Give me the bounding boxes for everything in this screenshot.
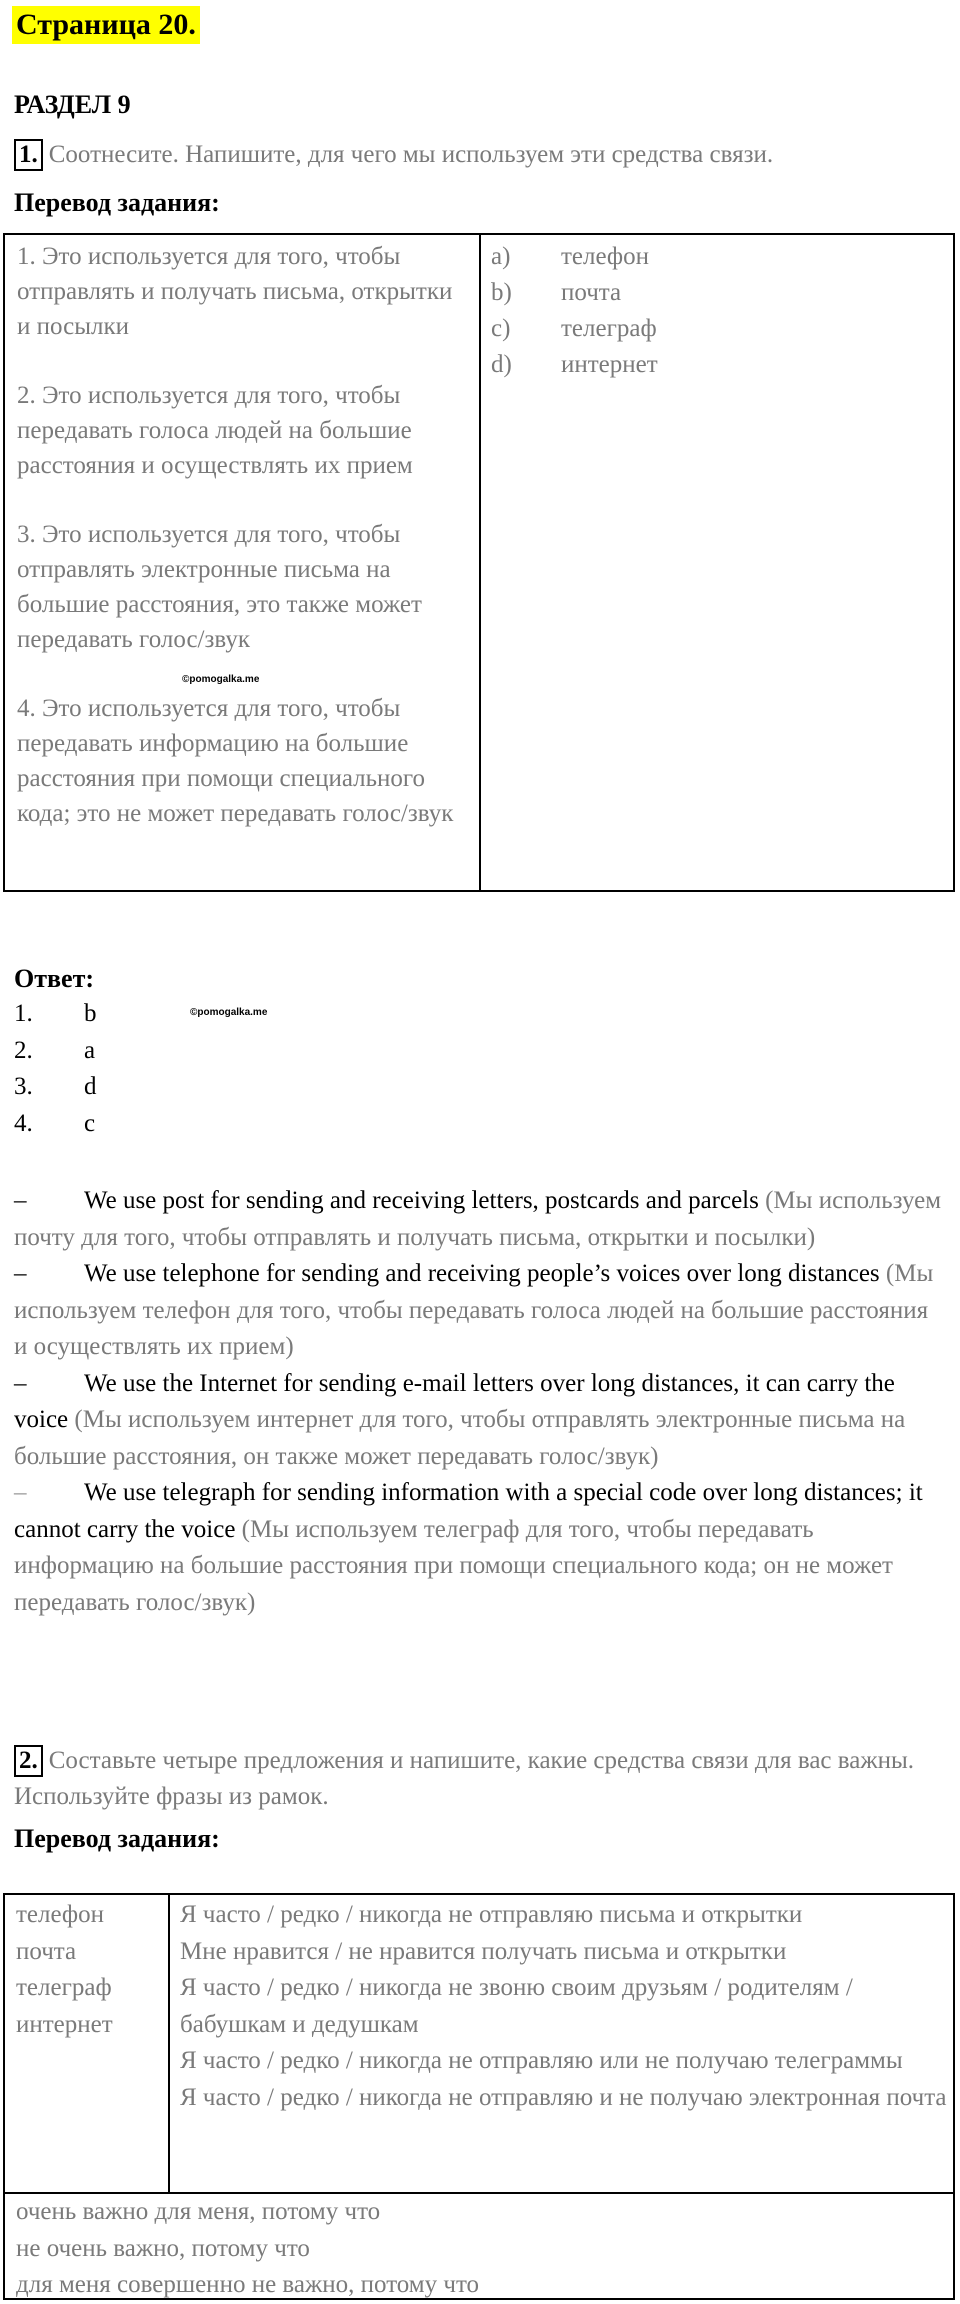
- answer-item: [14, 1069, 97, 1106]
- answer-list: [14, 996, 97, 1142]
- answer-value: a: [84, 1036, 96, 1064]
- importance-phrases: [16, 2194, 946, 2304]
- sentence-english: We use the Internet for sending e-mail letters over long distances, it can carry the voice: [14, 1369, 895, 1433]
- description-item: 2. Это используется для того, чтобы передавать голоса людей на большие расстояния и осуществлять их прием: [17, 382, 413, 479]
- task-2-number: 2.: [14, 1745, 43, 1777]
- phrases-table: [3, 1893, 955, 2300]
- sentence-dash: –: [14, 1260, 27, 1287]
- answer-value: c: [84, 1109, 96, 1137]
- option-letter: a): [491, 243, 511, 270]
- sentence-russian: (Мы используем телефон для того, чтобы передавать голоса людей на большие расстояния и осуществлять их прием): [14, 1260, 934, 1360]
- communication-word: интернет: [16, 2010, 113, 2038]
- answer-value: b: [84, 1000, 97, 1027]
- phrase-list: [180, 1897, 950, 2116]
- option-letter: b): [491, 279, 512, 306]
- answer-number: 1.: [14, 1000, 33, 1027]
- sentence-english: We use telephone for sending and receiving people’s voices over long distances: [84, 1260, 880, 1287]
- answer-number: 4.: [14, 1109, 33, 1137]
- sentence-english: We use telegraph for sending information with a special code over long distances; it cannot carry the voice: [14, 1479, 923, 1543]
- sentence-dash: –: [14, 1369, 27, 1397]
- communication-word: почта: [16, 1937, 77, 1965]
- sentence-russian: (Мы используем интернет для того, чтобы отправлять электронные письма на большие расстояния, он также может передавать голос/звук): [14, 1406, 906, 1470]
- answer-number: 3.: [14, 1073, 33, 1100]
- sentence-english: We use post for sending and receiving letters, postcards and parcels: [84, 1187, 759, 1214]
- phrase-line: Я часто / редко / никогда не звоню своим друзьям / родителям / бабушкам и дедушкам: [180, 1974, 853, 2038]
- answer-sentence: [14, 1183, 944, 1256]
- watermark: ©pomogalka.me: [182, 674, 260, 685]
- matching-options: [491, 239, 951, 383]
- answer-sentences: [14, 1183, 944, 1621]
- answer-item: [14, 1033, 97, 1070]
- answer-sentence: [14, 1366, 944, 1476]
- option-item: [491, 275, 951, 311]
- importance-line: очень важно для меня, потому что: [16, 2198, 381, 2225]
- option-text: интернет: [561, 351, 658, 378]
- means-of-communication: [16, 1897, 113, 2043]
- option-item: [491, 347, 951, 383]
- option-letter: c): [491, 315, 511, 342]
- answer-number: 2.: [14, 1036, 33, 1064]
- sentence-russian: (Мы используем телеграф для того, чтобы передавать информацию на большие расстояния при помощи специального кода; он не может передавать голос/звук): [14, 1515, 893, 1616]
- communication-word: телеграф: [16, 1974, 112, 2001]
- communication-word: телефон: [16, 1901, 104, 1928]
- matching-descriptions: [17, 239, 467, 865]
- section-title: РАЗДЕЛ 9: [14, 90, 131, 119]
- phrase-line: Я часто / редко / никогда не отправляю и не получаю электронная почта: [180, 2083, 947, 2111]
- answer-sentence: [14, 1475, 944, 1621]
- option-text: почта: [561, 279, 622, 306]
- answer-sentence: [14, 1256, 944, 1366]
- answer-heading: Ответ:: [14, 964, 95, 993]
- description-item: 4. Это используется для того, чтобы передавать информацию на большие расстояния при помощи специального кода; это не может передавать голос/звук: [17, 695, 454, 827]
- phrase-line: Мне нравится / не нравится получать письма и открытки: [180, 1937, 787, 1965]
- option-item: [491, 239, 951, 275]
- sentence-dash: –: [14, 1479, 27, 1506]
- task-1-text: Соотнесите. Напишите, для чего мы используем эти средства связи.: [48, 141, 774, 168]
- watermark: ©pomogalka.me: [190, 1007, 268, 1018]
- sentence-dash: –: [14, 1187, 27, 1214]
- task-2-translation-heading: Перевод задания:: [14, 1824, 220, 1853]
- task-1-number: 1.: [14, 139, 43, 171]
- answer-item: [14, 1106, 97, 1143]
- task-2-text: Составьте четыре предложения и напишите, какие средства связи для вас важны. Используйте фразы из рамок.: [14, 1747, 915, 1810]
- task-2-prompt: [14, 1743, 944, 1815]
- option-letter: d): [491, 351, 512, 378]
- option-text: телефон: [561, 243, 649, 270]
- phrase-line: Я часто / редко / никогда не отправляю или не получаю телеграммы: [180, 2047, 903, 2074]
- option-text: телеграф: [561, 315, 657, 342]
- task-1-prompt: [14, 137, 944, 173]
- description-item: 3. Это используется для того, чтобы отправлять электронные письма на большие расстояния, это также может передавать голос/звук: [17, 521, 422, 653]
- page-title: Страница 20.: [12, 6, 200, 44]
- table-divider: [479, 235, 481, 890]
- importance-line: не очень важно, потому что: [16, 2234, 310, 2262]
- sentence-russian: (Мы используем почту для того, чтобы отправлять и получать письма, открытки и посылки): [14, 1187, 942, 1251]
- task-1-translation-heading: Перевод задания:: [14, 188, 220, 217]
- description-item: 1. Это используется для того, чтобы отправлять и получать письма, открытки и посылки: [17, 243, 453, 340]
- phrase-line: Я часто / редко / никогда не отправляю письма и открытки: [180, 1901, 803, 1928]
- table-divider: [168, 1895, 170, 2192]
- importance-line: для меня совершенно не важно, потому что: [16, 2271, 480, 2298]
- answer-item: [14, 996, 97, 1033]
- option-item: [491, 311, 951, 347]
- answer-value: d: [84, 1073, 97, 1100]
- matching-table: [3, 233, 955, 892]
